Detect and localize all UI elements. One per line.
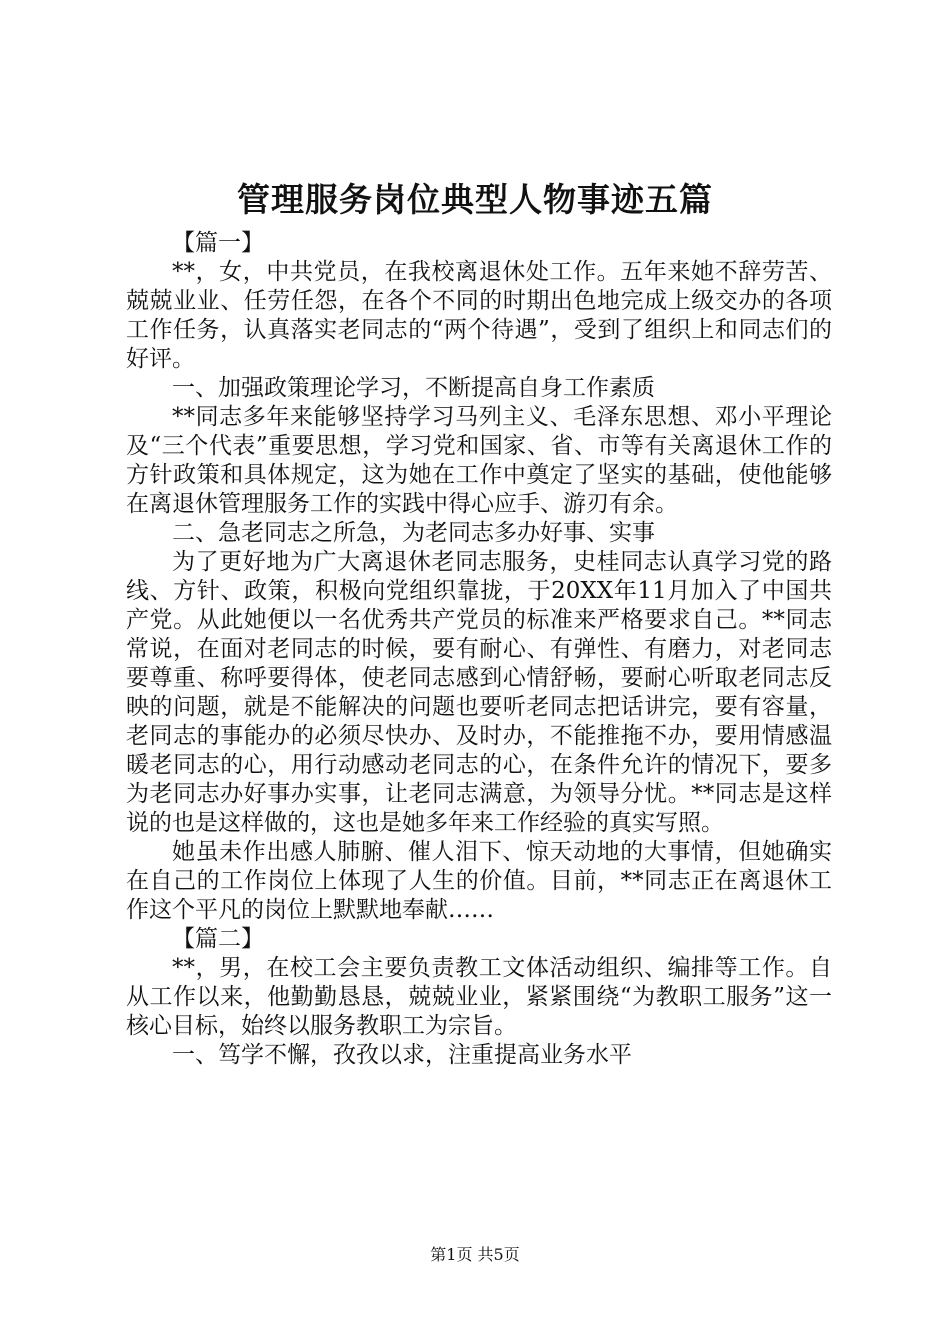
document-body <box>126 229 832 1070</box>
paragraph: **，女，中共党员，在我校离退休处工作。五年来她不辞劳苦、兢兢业业、任劳任怨，在各个不同的时期出色地完成上级交办的各项工作任务，认真落实老同志的“两个待遇”，受到了组织上和同志们的好评。 <box>126 259 832 372</box>
paragraph: **，男，在校工会主要负责教工文体活动组织、编排等工作。自从工作以来，他勤勤恳恳，兢兢业业，紧紧围绕“为教职工服务”这一核心目标，始终以服务教职工为宗旨。 <box>126 955 832 1039</box>
section-heading-2: 【篇二】 <box>172 926 264 952</box>
subheading: 二、急老同志之所急，为老同志多办好事、实事 <box>172 520 655 546</box>
paragraph: 为了更好地为广大离退休老同志服务，史桂同志认真学习党的路线、方针、政策，积极向党组织靠拢，于20XX年11月加入了中国共产党。从此她便以一名优秀共产党员的标准来严格要求自己。**同志常说，在面对老同志的时候，要有耐心、有弹性、有磨力，对老同志要尊重、称呼要得体，使老同志感到心情舒畅，要耐心听取老同志反映的问题，就是不能解决的问题也要听老同志把话讲完，要有容量，老同志的事能办的必须尽快办、及时办，不能推拖不办，要用情感温暖老同志的心，用行动感动老同志的心，在条件允许的情况下，要多为老同志办好事办实事，让老同志满意，为领导分忧。**同志是这样说的也是这样做的，这也是她多年来工作经验的真实写照。 <box>126 549 832 836</box>
document-title: 管理服务岗位典型人物事迹五篇 <box>237 180 713 219</box>
section-heading-1: 【篇一】 <box>172 230 264 256</box>
paragraph: 她虽未作出感人肺腑、催人泪下、惊天动地的大事情，但她确实在自己的工作岗位上体现了人生的价值。目前，**同志正在离退休工作这个平凡的岗位上默默地奉献…… <box>126 839 832 923</box>
page-footer: 第1页 共5页 <box>430 1245 520 1264</box>
subheading: 一、加强政策理论学习，不断提高自身工作素质 <box>172 375 655 401</box>
paragraph: **同志多年来能够坚持学习马列主义、毛泽东思想、邓小平理论及“三个代表”重要思想，学习党和国家、省、市等有关离退休工作的方针政策和具体规定，这为她在工作中奠定了坚实的基础，使他能够在离退休管理服务工作的实践中得心应手、游刃有余。 <box>126 404 832 517</box>
subheading: 一、笃学不懈，孜孜以求，注重提高业务水平 <box>172 1042 632 1068</box>
